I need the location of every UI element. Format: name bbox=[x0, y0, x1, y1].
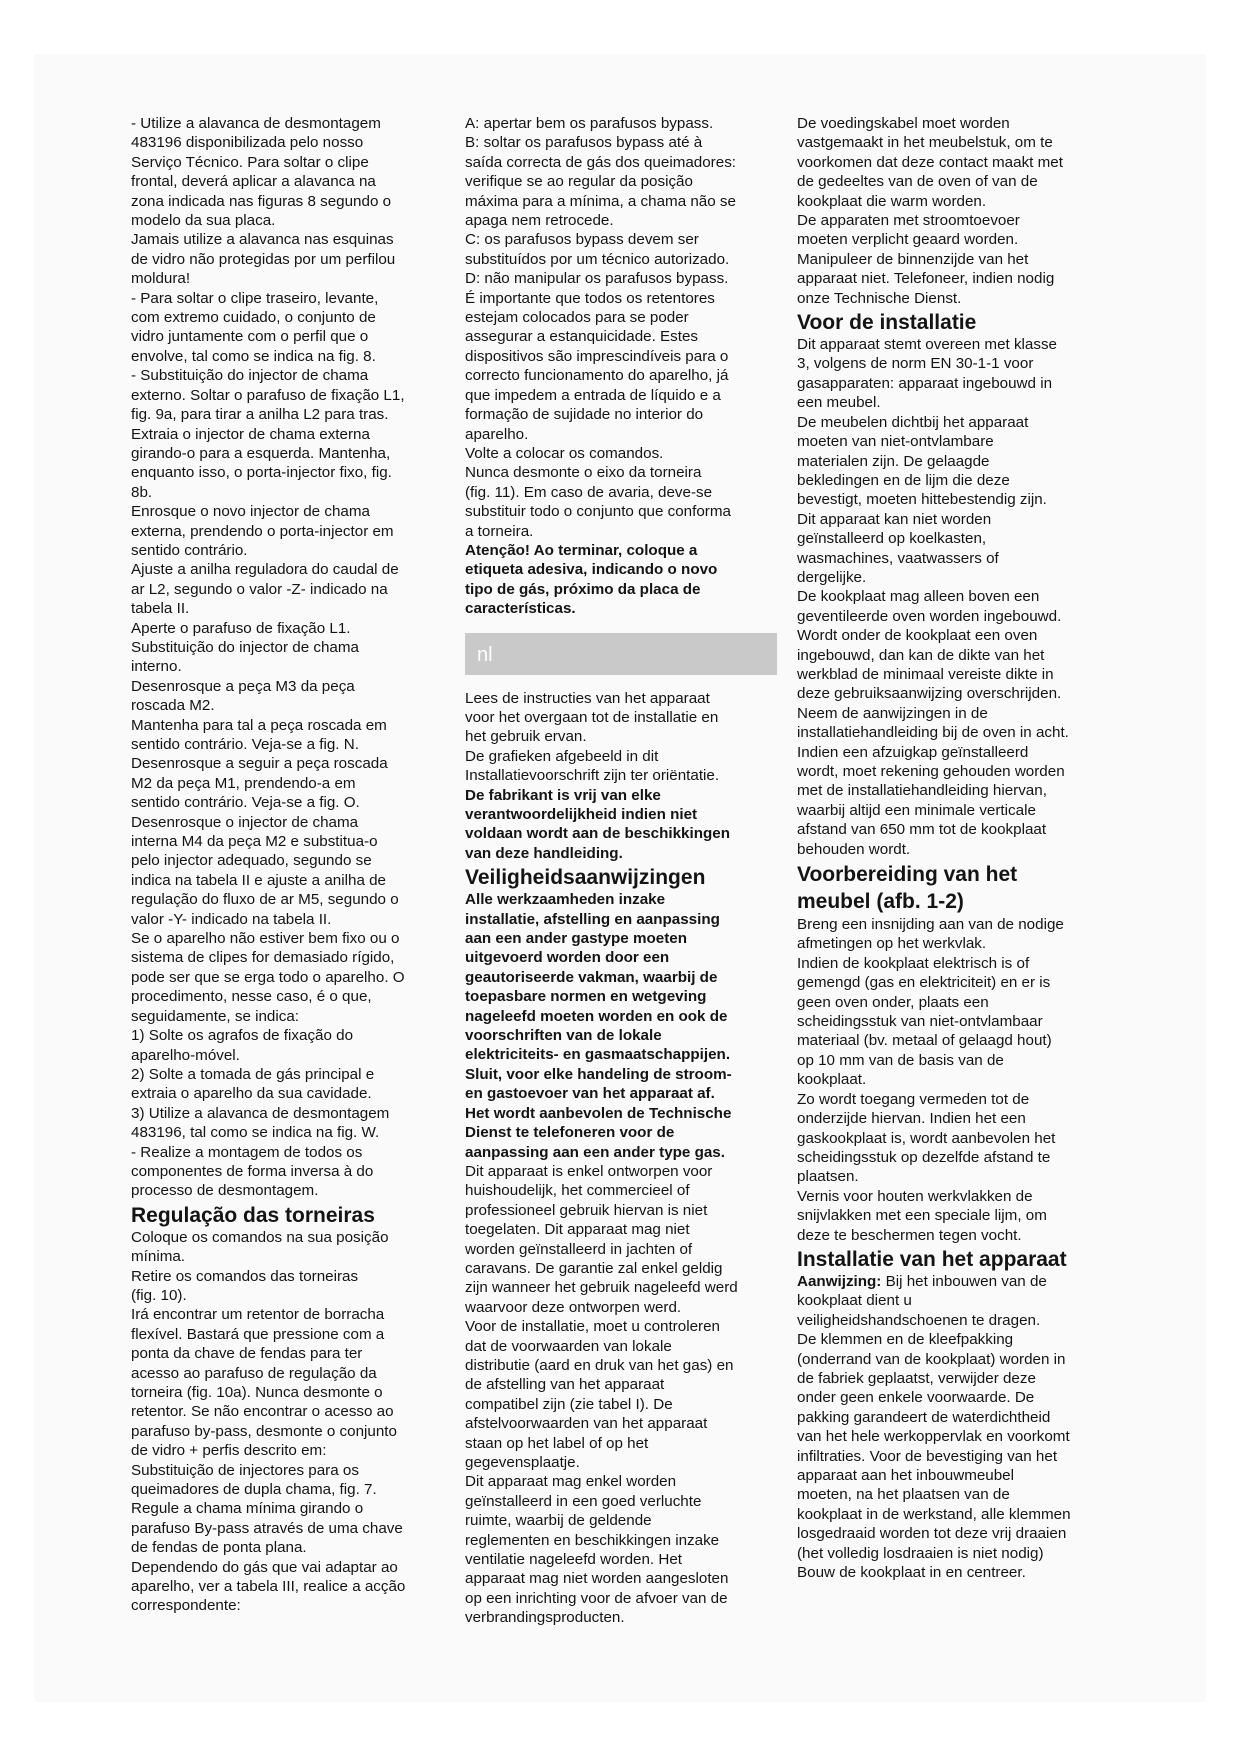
column-right-dutch bbox=[797, 114, 1109, 1582]
furniture-preparation-paragraph: Breng een insnijding aan van de nodige afmetingen op het werkvlak. Indien de kookplaat elektrisch is of gemengd (gas en elektriciteit) en er is geen oven onder, plaats een scheidingsstuk van niet-ontvlambaar materiaal (bv. metaal of gelaagd hout) op 10 mm van de basis van de kookplaat. Zo wordt toegang vermeden tot de onderzijde hiervan. Indien het een gaskookplaat is, wordt aanbevolen het scheidingsstuk op dezelfde afstand te plaatsen. Vernis voor houten werkvlakken de snijvlakken met een speciale lijm, om deze te beschermen tegen vocht. bbox=[797, 916, 1064, 1244]
installation-class-paragraph: Dit apparaat stemt overeen met klasse 3, volgens de norm EN 30-1-1 voor gasapparaten: apparaat ingebouwd in een meubel. De meubelen dichtbij het apparaat moeten van niet-ontvlambare materialen zijn. De gelaagde bekledingen en de lijm die deze bevestigt, moeten hittebestendig zijn. Dit apparaat kan niet worden geïnstalleerd op koelkasten, wasmachines, vaatwassers of dergelijke. De kookplaat mag alleen boven een geventileerde oven worden ingebouwd. Wordt onder de kookplaat een oven ingebouwd, dan kan de dikte van het werkblad de minimaal vereiste dikte in deze gebruiksaanwijzing overschrijden. Neem de aanwijzingen in de installatiehandleiding bij de oven in acht. Indien een afzuigkap geïnstalleerd wordt, moet rekening gehouden worden met de installatiehandleiding hiervan, waarbij altijd een minimale verticale afstand van 650 mm tot de kookplaat behouden wordt. bbox=[797, 336, 1069, 858]
heading-voor-de-installatie: Voor de installatie bbox=[797, 311, 977, 335]
installation-note-paragraph bbox=[797, 1272, 1109, 1583]
safety-usage-paragraph: Dit apparaat is enkel ontworpen voor huishoudelijk, het commercieel of professioneel gebruik hiervan is niet toegelaten. Dit apparaat mag niet worden geïnstalleerd in jachten of caravans. De garantie zal enkel geldig zijn wanneer het gebruik nageleefd werd waarvoor deze ontworpen werd. Voor de installatie, moet u controleren dat de voorwaarden van lokale distributie (aard en druk van het gas) en de afstelling van het apparaat compatibel zijn (zie tabel I). De afstelvoorwaarden van het apparaat staan op het label of op het gegevensplaatje. Dit apparaat mag enkel worden geïnstalleerd in een goed verluchte ruimte, waarbij de geldende reglementen en beschikkingen inzake ventilatie nageleefd worden. Het apparaat mag niet worden aangesloten op een inrichting voor de afvoer van de verbrandingsproducten. bbox=[465, 1162, 738, 1627]
manufacturer-disclaimer: De fabrikant is vrij van elke verantwoordelijkheid indien niet voldaan wordt aan de beschikkingen van deze handleiding. bbox=[465, 786, 731, 862]
heading-installatie-apparaat: Installatie van het apparaat bbox=[797, 1247, 1067, 1271]
safety-bold-paragraph: Alle werkzaamheden inzake installatie, afstelling en aanpassing aan een ander gastype moeten uitgevoerd worden door een geautoriseerde vakman, waarbij de toepasbare normen en wetgeving nageleefd moeten worden en ook de voorschriften van de lokale elektriciteits- en gasmaatschappijen. Sluit, voor elke handeling de stroom- en gastoevoer van het apparaat af. Het wordt aanbevolen de Technische Dienst te telefoneren voor de aanpassing aan een ander type gas. bbox=[465, 891, 732, 1161]
intro-read-instructions: Lees de instructies van het apparaat voor het overgaan tot de installatie en het gebruik ervan. De grafieken afgebeeld in dit Installatievoorschrift zijn ter oriëntatie. bbox=[465, 689, 720, 785]
power-cable-paragraph: De voedingskabel moet worden vastgemaakt in het meubelstuk, om te voorkomen dat deze contact maakt met de gedeeltes van de oven of van de kookplaat die warm worden. De apparaten met stroomtoevoer moeten verplicht geaard worden. Manipuleer de binnenzijde van het apparaat niet. Telefoneer, indien nodig onze Technische Dienst. bbox=[797, 115, 1063, 307]
heading-veiligheidsaanwijzingen: Veiligheidsaanwijzingen bbox=[465, 866, 706, 890]
heading-voorbereiding-meubel: Voorbereiding van het meubel (afb. 1-2) bbox=[797, 863, 1018, 914]
column-middle bbox=[465, 114, 777, 1628]
language-section-band bbox=[465, 633, 777, 675]
language-code-label: nl bbox=[477, 643, 493, 666]
tap-regulation-instructions: Coloque os comandos na sua posição mínima. Retire os comandos das torneiras (fig. 10). Irá encontrar um retentor de borracha flexível. Bastará que pressione com a ponta da chave de fendas para ter acesso ao parafuso de regulação da torneira (fig. 10a). Nunca desmonte o retentor. Se não encontrar o acesso ao parafuso by-pass, desmonte o conjunto de vidro + perfis descrito em: Substituição de injectores para os queimadores de dupla chama, fig. 7. Regule a chama mínima girando o parafuso By-pass através de uma chave de fendas de ponta plana. Dependendo do gás que vai adaptar ao aparelho, ver a tabela III, realice a acção correspondente: bbox=[131, 1228, 406, 1615]
column-left-portuguese bbox=[131, 114, 443, 1616]
note-text: Bij het inbouwen van de kookplaat dient u veiligheidshandschoenen te dragen. De klemmen en de kleefpakking (onderrand van de kookplaat) worden in de fabriek geplaatst, verwijder deze onder geen enkele voorwaarde. De pakking garandeert de waterdichtheid van het hele werkoppervlak en voorkomt infiltraties. Voor de bevestiging van het apparaat aan het inbouwmeubel moeten, na het plaatsen van de kookplaat in de werkstand, alle klemmen losgedraaid worden tot deze vrij draaien (het volledig losdraaien is niet nodig) Bouw de kookplaat in en centreer. bbox=[797, 1272, 1071, 1582]
note-label: Aanwijzing: bbox=[797, 1272, 882, 1290]
bypass-instructions: A: apertar bem os parafusos bypass. B: soltar os parafusos bypass até à saída correcta de gás dos queimadores: verifique se ao regular da posição máxima para a mínima, a chama não se apaga nem retrocede. C: os parafusos bypass devem ser substituídos por um técnico autorizado. D: não manipular os parafusos bypass. É importante que todos os retentores estejam colocados para se poder assegurar a estanquicidade. Estes dispositivos são imprescindíveis para o correcto funcionamento do aparelho, já que impedem a entrada de líquido e a formação de sujidade no interior do aparelho. Volte a colocar os comandos. Nunca desmonte o eixo da torneira (fig. 11). Em caso de avaria, deve-se substituir todo o conjunto que conforma a torneira. bbox=[465, 115, 737, 540]
disassembly-instructions: - Utilize a alavanca de desmontagem 483196 disponibilizada pelo nosso Serviço Técnico. Para soltar o clipe frontal, deverá aplicar a alavanca na zona indicada nas figuras 8 segundo o modelo da sua placa. Jamais utilize a alavanca nas esquinas de vidro não protegidas por um perfilou moldura! - Para soltar o clipe traseiro, levante, com extremo cuidado, o conjunto de vidro juntamente com o perfil que o envolve, tal como se indica na fig. 8. - Substituição do injector de chama externo. Soltar o parafuso de fixação L1, fig. 9a, para tirar a anilha L2 para tras. Extraia o injector de chama externa girando-o para a esquerda. Mantenha, enquanto isso, o porta-injector fixo, fig. 8b. Enrosque o novo injector de chama externa, prendendo o porta-injector em sentido contrário. Ajuste a anilha reguladora do caudal de ar L2, segundo o valor -Z- indicado na tabela II. Aperte o parafuso de fixação L1. Substituição do injector de chama interno. Desenrosque a peça M3 da peça roscada M2. Mantenha para tal a peça roscada em sentido contrário. Veja-se a fig. N. Desenrosque a seguir a peça roscada M2 da peça M1, prendendo-a em sentido contrário. Veja-se a fig. O. Desenrosque o injector de chama interna M4 da peça M2 e substitua-o pelo injector adequado, segundo se indica na tabela II e ajuste a anilha de regulação do fluxo de ar M5, segundo o valor -Y- indicado na tabela II. Se o aparelho não estiver bem fixo ou o sistema de clipes for demasiado rígido, pode ser que se erga todo o aparelho. O procedimento, nesse caso, é o que, seguidamente, se indica: 1) Solte os agrafos de fixação do aparelho-móvel. 2) Solte a tomada de gás principal e extraia o aparelho da sua cavidade. 3) Utilize a alavanca de desmontagem 483196, tal como se indica na fig. W. - Realize a montagem de todos os componentes de forma inversa à do processo de desmontagem. bbox=[131, 115, 405, 1200]
heading-regulacao-torneiras: Regulação das torneiras bbox=[131, 1203, 375, 1227]
warning-label-note: Atenção! Ao terminar, coloque a etiqueta adesiva, indicando o novo tipo de gás, próximo da placa de características. bbox=[465, 541, 718, 618]
